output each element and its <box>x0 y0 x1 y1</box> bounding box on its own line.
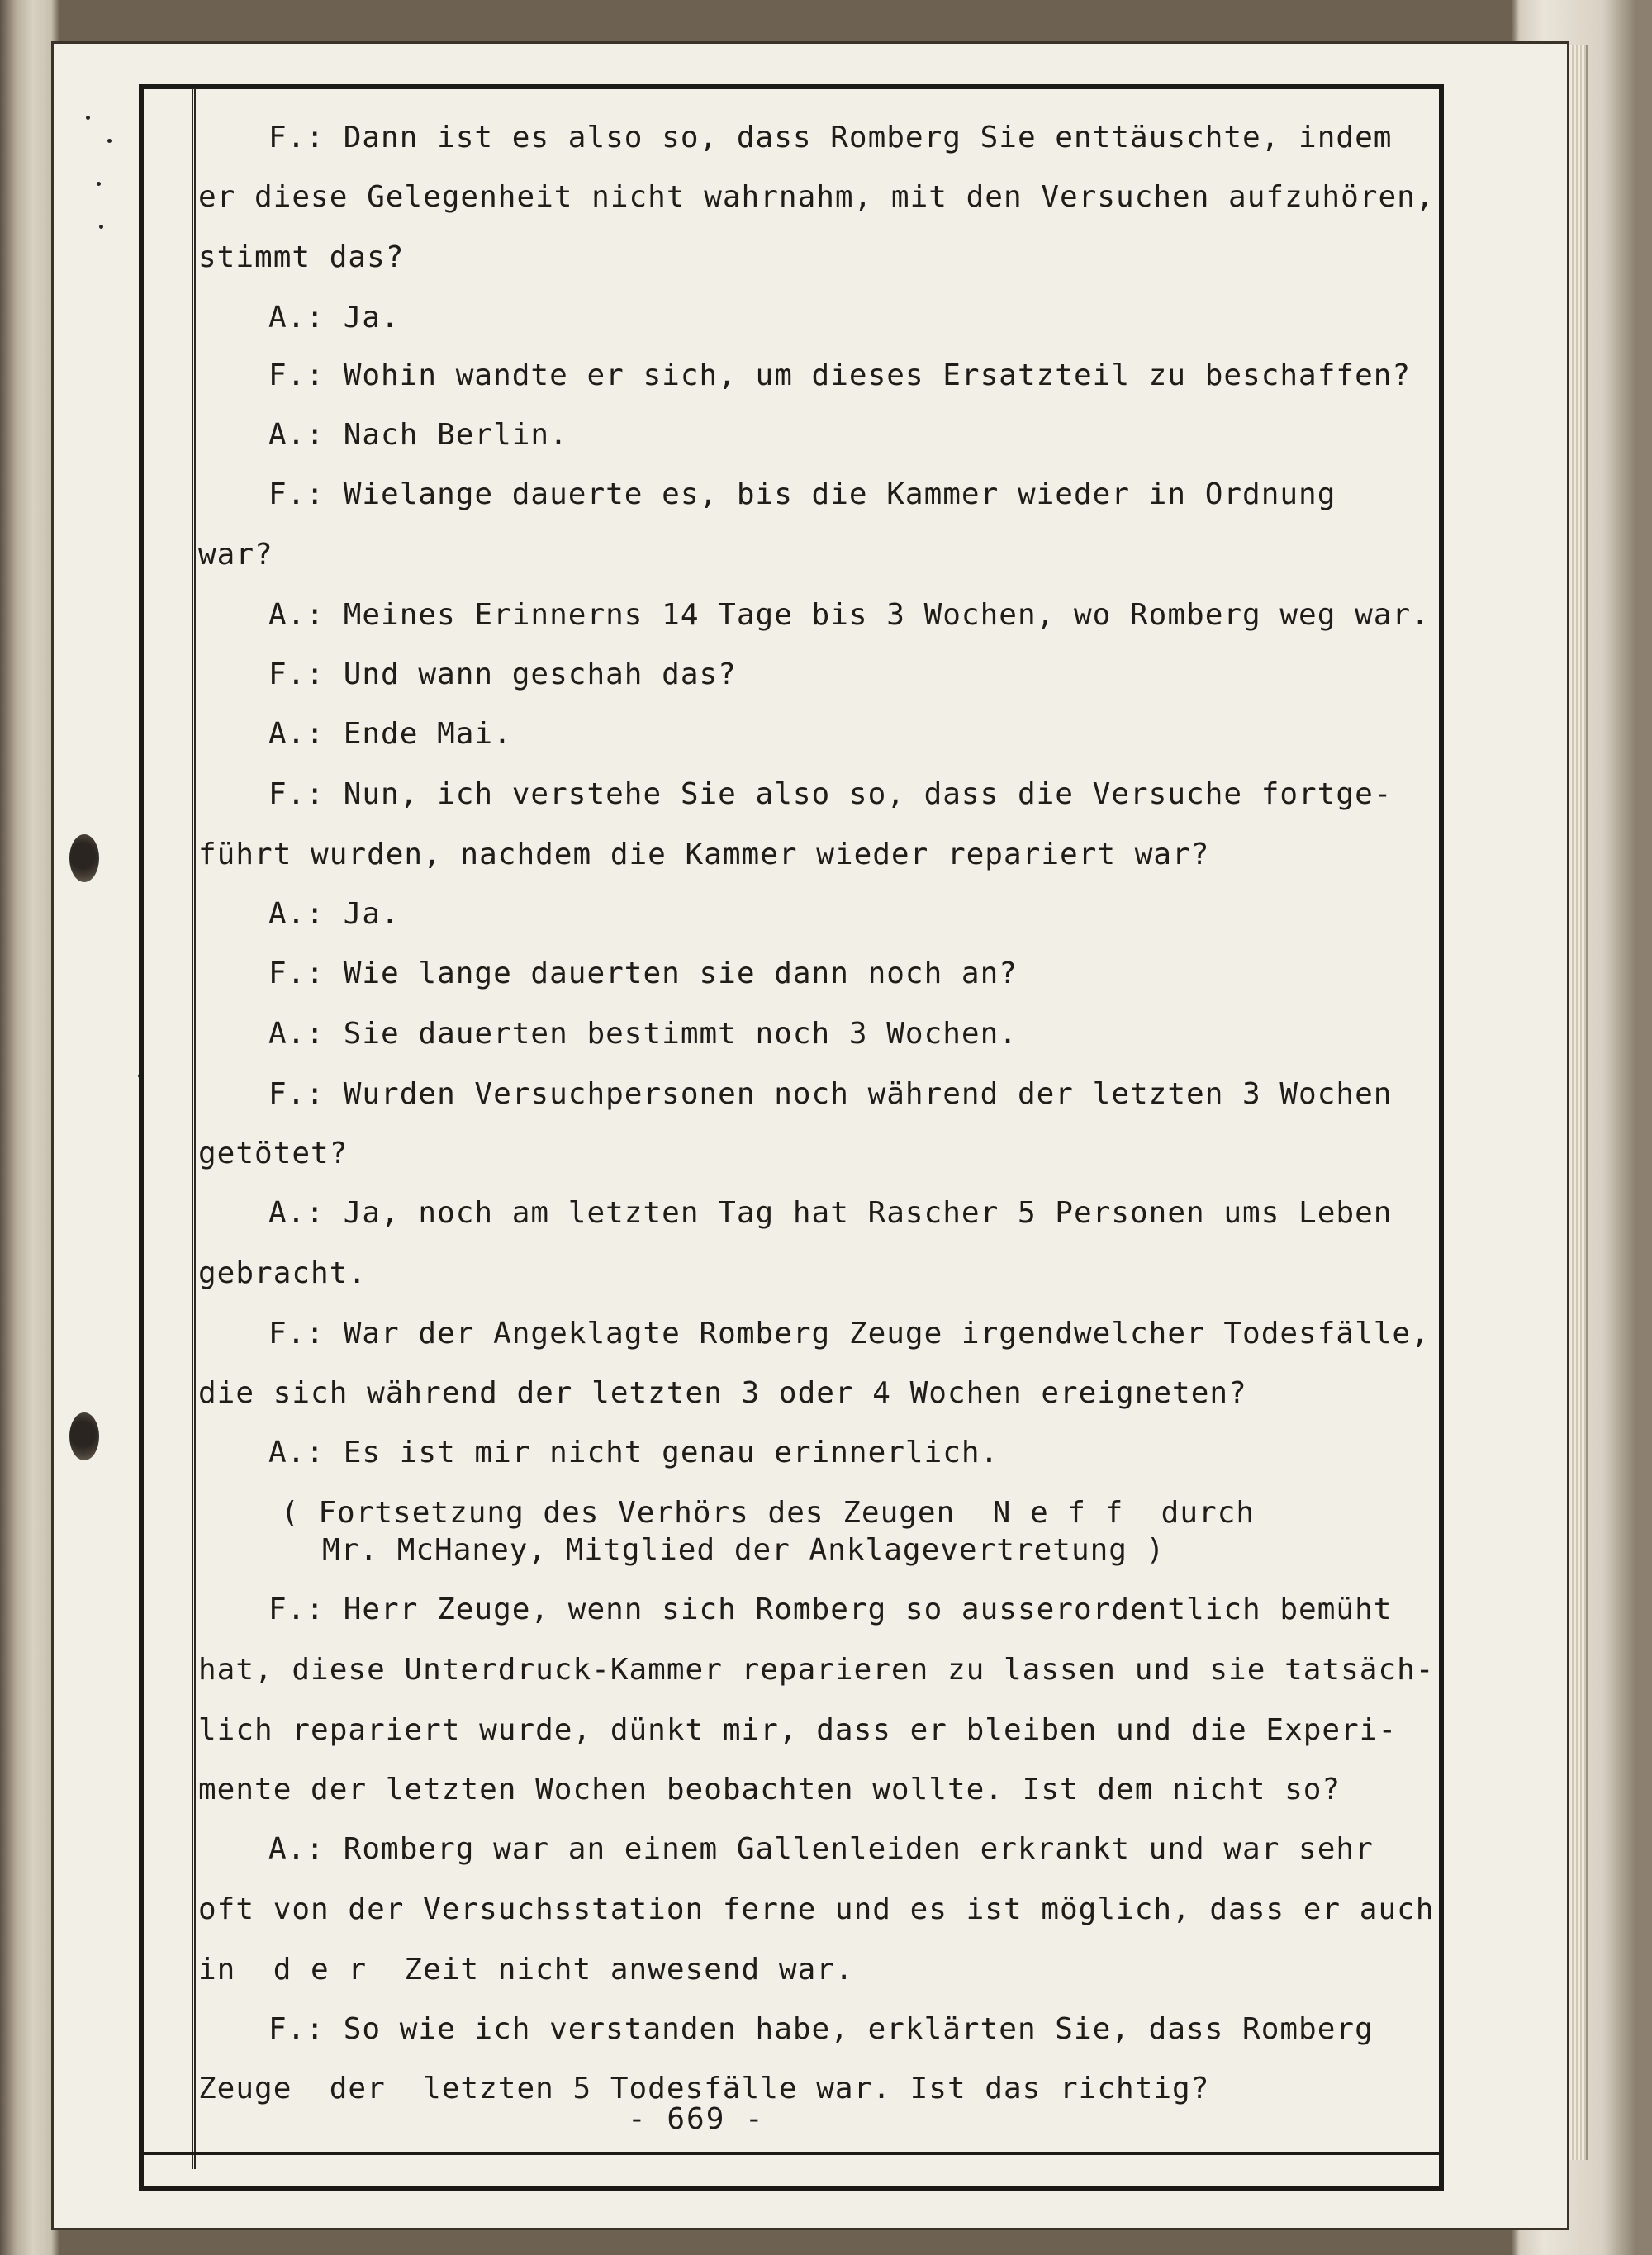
text-line: gebracht. <box>198 1256 368 1290</box>
text-line: führt wurden, nachdem die Kammer wieder repariert war? <box>198 838 1210 871</box>
text-line: F.: Herr Zeuge, wenn sich Romberg so ausserordentlich bemüht <box>268 1593 1393 1626</box>
text-line: stimmt das? <box>198 240 405 274</box>
text-line: A.: Romberg war an einem Gallenleiden erkrankt und war sehr <box>268 1832 1374 1866</box>
speck <box>99 225 103 229</box>
text-line: F.: Wielange dauerte es, bis die Kammer wieder in Ordnung <box>268 477 1336 511</box>
text-line: Mr. McHaney, Mitglied der Anklagevertretung ) <box>322 1533 1165 1567</box>
text-line: F.: Dann ist es also so, dass Romberg Sie enttäuschte, indem <box>268 121 1393 154</box>
speck <box>86 116 90 120</box>
text-line: oft von der Versuchsstation ferne und es ist möglich, dass er auch <box>198 1892 1435 1926</box>
text-line: A.: Ende Mai. <box>268 717 512 751</box>
text-line: war? <box>198 538 273 572</box>
text-line: Zeuge der letzten 5 Todesfälle war. Ist das richtig? <box>198 2072 1210 2105</box>
text-line: F.: So wie ich verstanden habe, erklärten Sie, dass Romberg <box>268 2012 1374 2046</box>
text-line: A.: Es ist mir nicht genau erinnerlich. <box>268 1436 999 1469</box>
punch-hole <box>69 1412 99 1460</box>
text-line: F.: Wurden Versuchpersonen noch während der letzten 3 Wochen <box>268 1077 1393 1111</box>
text-line: F.: Nun, ich verstehe Sie also so, dass die Versuche fortge- <box>268 777 1393 811</box>
speck <box>107 139 112 143</box>
text-line: A.: Ja. <box>268 301 400 335</box>
speck <box>97 182 101 186</box>
page-number: - 669 - <box>628 2102 765 2136</box>
text-line: A.: Meines Erinnerns 14 Tage bis 3 Wochen, wo Romberg weg war. <box>268 598 1430 632</box>
text-line: getötet? <box>198 1137 349 1170</box>
text-line: A.: Nach Berlin. <box>268 418 568 452</box>
text-line: A.: Ja, noch am letzten Tag hat Rascher 5 Personen ums Leben <box>268 1196 1393 1230</box>
text-line: hat, diese Unterdruck-Kammer reparieren zu lassen und sie tatsäch- <box>198 1653 1435 1687</box>
text-line: A.: Sie dauerten bestimmt noch 3 Wochen. <box>268 1017 1018 1051</box>
text-line: F.: War der Angeklagte Romberg Zeuge irgendwelcher Todesfälle, <box>268 1317 1430 1351</box>
text-line: F.: Wohin wandte er sich, um dieses Ersatzteil zu beschaffen? <box>268 358 1412 392</box>
text-line: mente der letzten Wochen beobachten wollte. Ist dem nicht so? <box>198 1773 1341 1806</box>
text-line: F.: Wie lange dauerten sie dann noch an? <box>268 957 1018 990</box>
text-line: ( Fortsetzung des Verhörs des Zeugen N e f f durch <box>281 1496 1256 1530</box>
text-line: er diese Gelegenheit nicht wahrnahm, mit den Versuchen aufzuhören, <box>198 180 1435 214</box>
bottom-rule <box>144 2152 1439 2155</box>
text-line: A.: Ja. <box>268 897 400 931</box>
text-line: lich repariert wurde, dünkt mir, dass er bleiben und die Experi- <box>198 1713 1398 1747</box>
text-line: F.: Und wann geschah das? <box>268 658 737 691</box>
punch-hole <box>69 834 99 882</box>
text-line: in d e r Zeit nicht anwesend war. <box>198 1953 854 1987</box>
text-line: die sich während der letzten 3 oder 4 Wochen ereigneten? <box>198 1376 1247 1410</box>
margin-rule <box>192 88 196 2169</box>
